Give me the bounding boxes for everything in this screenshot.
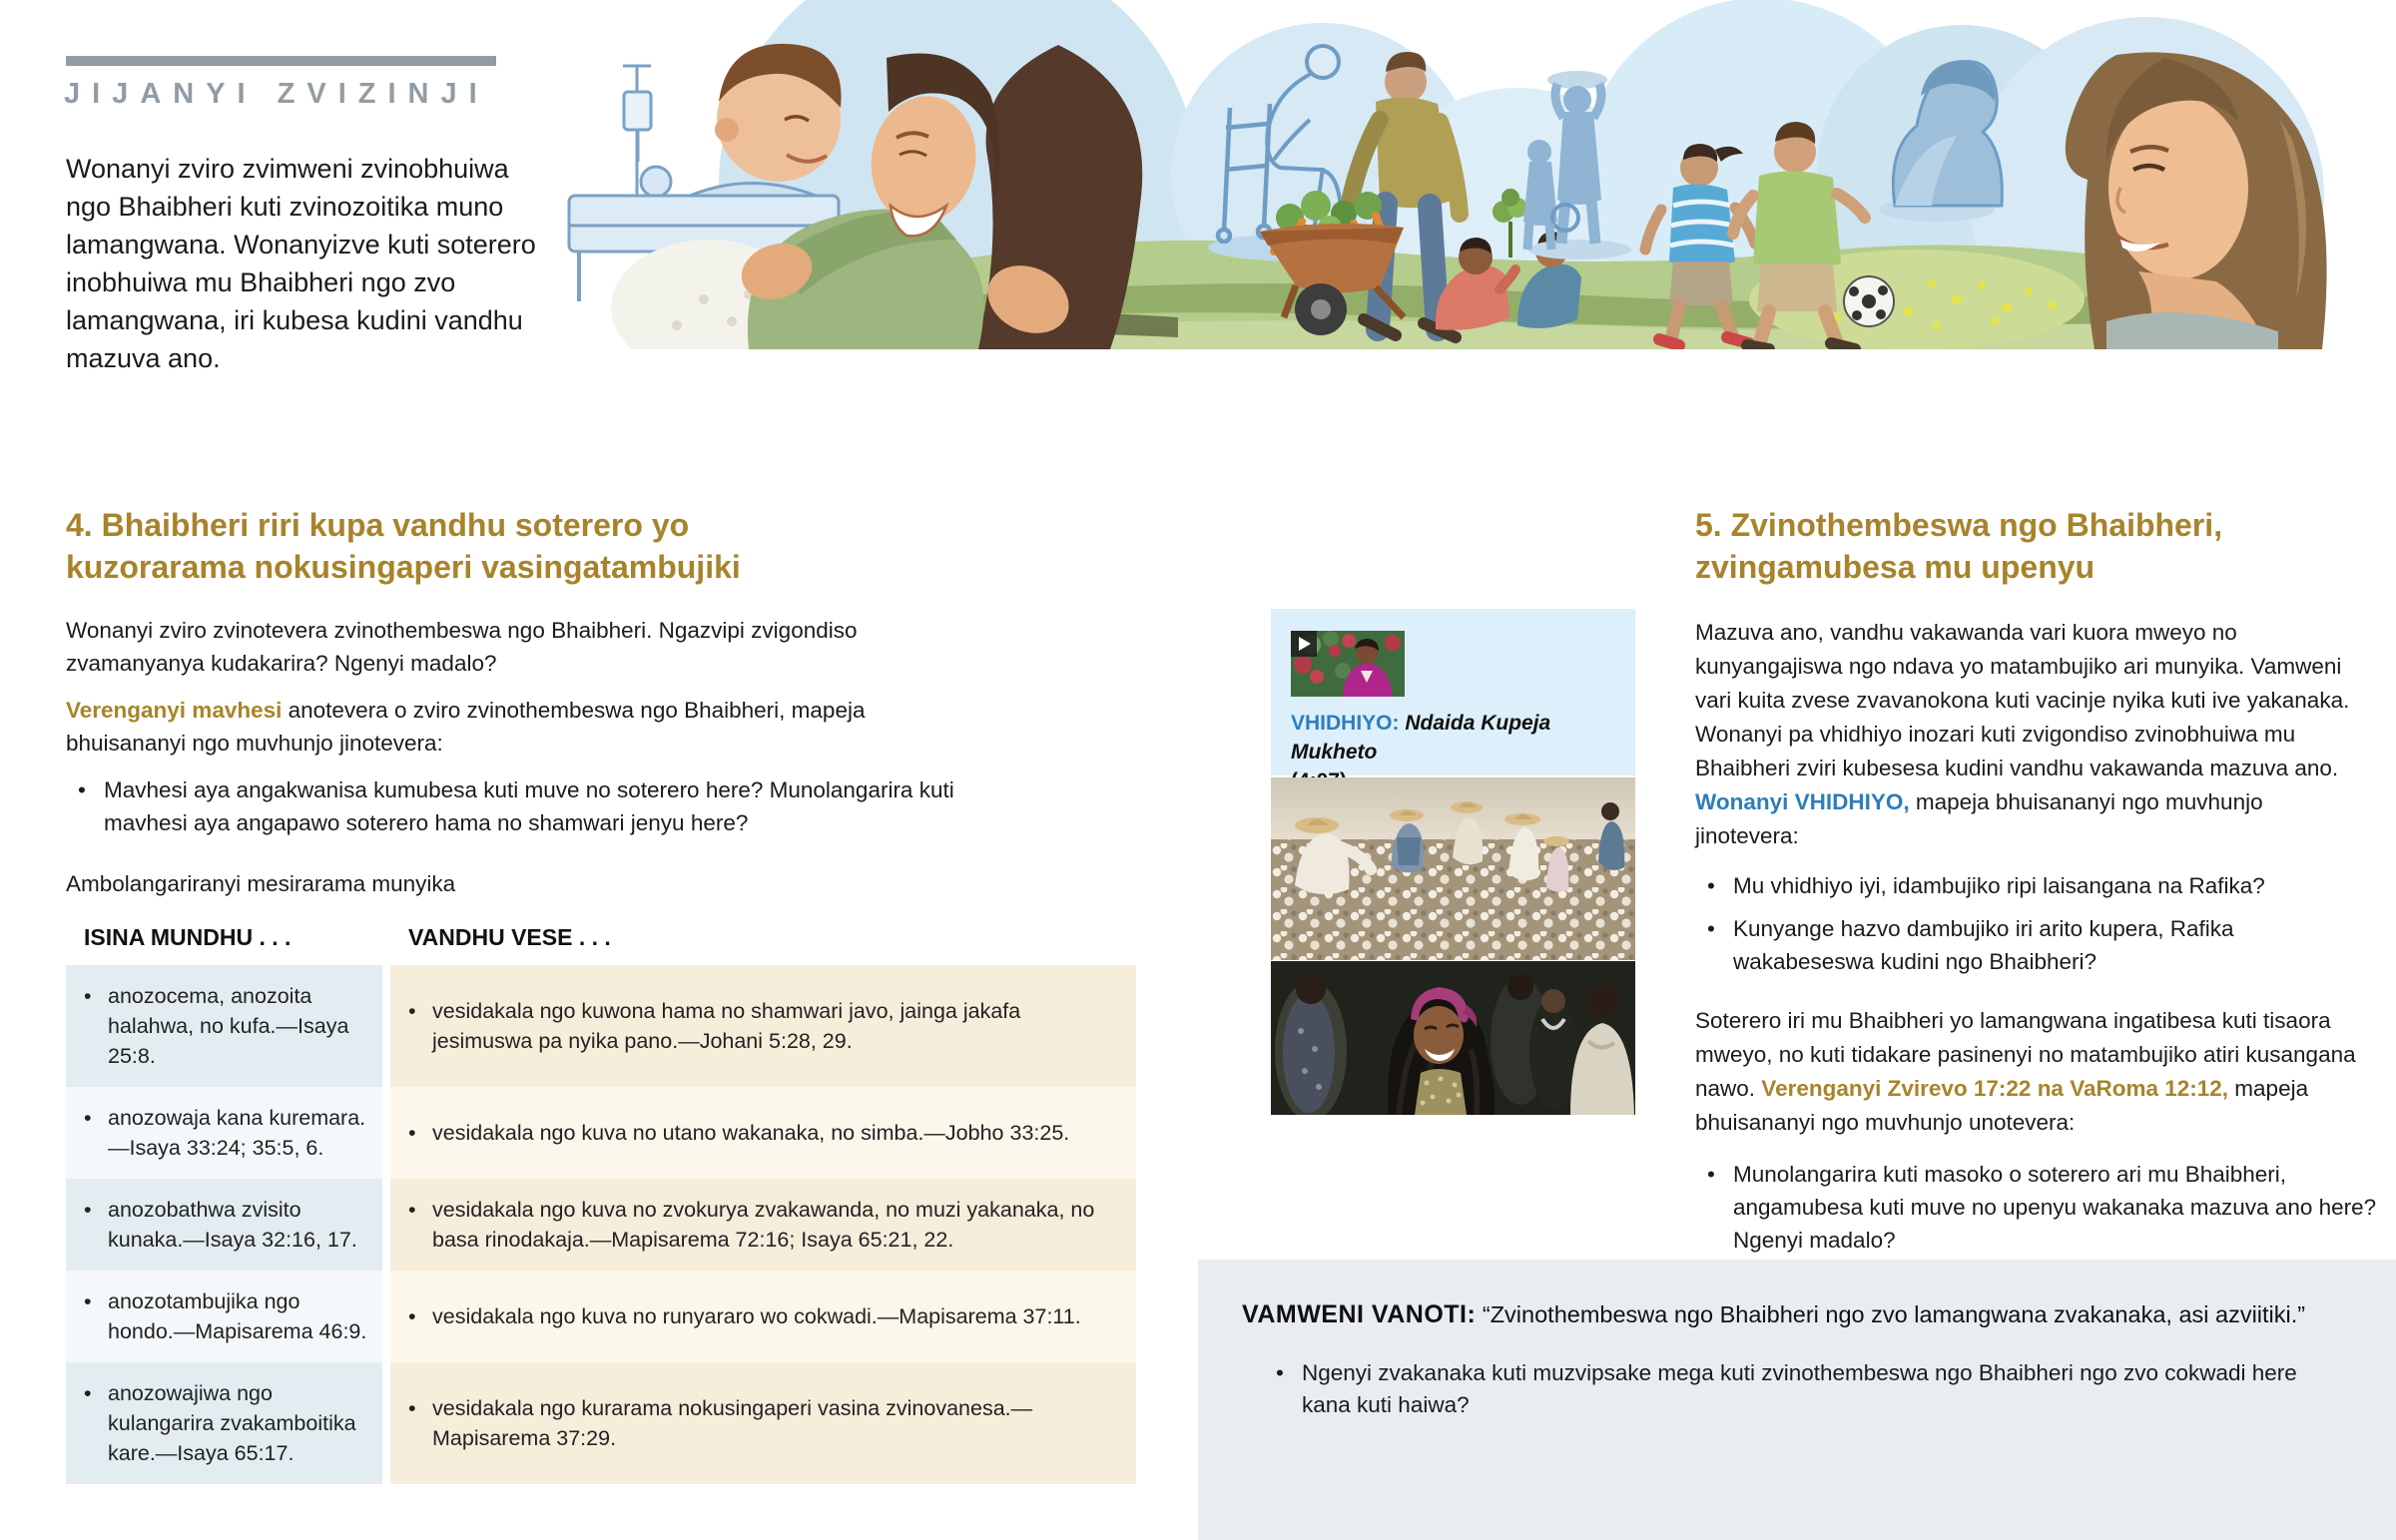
section-5-paragraph-2 <box>1695 1004 2356 1140</box>
table-col2-header: VANDHU VESE . . . <box>408 924 611 950</box>
some-say-quote <box>1242 1297 2320 1331</box>
some-say-box <box>1198 1260 2396 1540</box>
video-label[interactable]: VHIDHIYO: <box>1291 712 1400 735</box>
table-cell: • anozotambujika ngo hondo.—Mapisarema 46:9. <box>84 1286 370 1346</box>
media-column <box>1271 609 1635 1118</box>
intro-paragraph: Wonanyi zviro zvimweni zvinobhuiwa ngo Bhaibheri kuti zvinozoitika muno lamangwana. Wonanyizve kuti soterero inobhuiwa mu Bhaibheri ngo zvo lamangwana, iri kubesa kudini vandhu mazuva ano. <box>66 154 536 373</box>
some-say-text: “Zvinothembeswa ngo Bhaibheri ngo zvo lamangwana zvakanaka, asi azviitiki.” <box>1476 1301 2306 1327</box>
table-cell: • vesidakala ngo kuwona hama no shamwari javo, jainga jakafa jesimuswa pa nyika pano.—Johani 5:28, 29. <box>408 996 1124 1056</box>
kicker-heading: JIJANYI ZVIZINJI <box>64 78 489 110</box>
table-header-row <box>66 924 1130 951</box>
section-5-bullet-2: • Kunyange hazvo dambujiko iri arito kupera, Rafika wakabeseswa kudini ngo Bhaibheri? <box>1695 912 2372 978</box>
section-5-bullet-3: • Munolangarira kuti masoko o soterero ari mu Bhaibheri, angamubesa kuti muve no upenyu wakanaka mazuva ano here? Ngenyi madalo? <box>1695 1158 2382 1257</box>
video-title: Ndaida Kupeja Mukheto <box>1291 712 1551 764</box>
watch-video-link[interactable]: Wonanyi VHIDHIYO, <box>1695 789 1910 814</box>
table-cell: • vesidakala ngo kurarama nokusingaperi vasina zvinovanesa.—Mapisarema 37:29. <box>408 1393 1124 1453</box>
table-cell: • anozobathwa zvisito kunaka.—Isaya 32:16, 17. <box>84 1195 370 1255</box>
table-cell: • anozocema, anozoita halahwa, no kufa.—Isaya 25:8. <box>84 981 370 1071</box>
paragraph-text: mapeja bhuisananyi ngo muvhunjo unotevera: <box>1695 1076 2309 1135</box>
paragraph-text: mapeja bhuisananyi ngo muvhunjo jinotevera: <box>1695 789 2263 848</box>
table-row <box>66 1362 1130 1484</box>
table-col1-header: ISINA MUNDHU . . . <box>84 924 292 950</box>
table-cell: • vesidakala ngo kuva no zvokurya zvakawanda, no muzi yakanaka, no basa rinodakaja.—Mapisarema 72:16; Isaya 65:21, 22. <box>408 1195 1124 1255</box>
table-intro: Ambolangariranyi mesirarama munyika <box>66 871 456 896</box>
play-icon[interactable] <box>1291 631 1317 657</box>
table-row <box>66 1271 1130 1362</box>
table-cell: • anozowaja kana kuremara.—Isaya 33:24; 35:5, 6. <box>84 1103 370 1163</box>
section-5-bullet-1: • Mu vhidhiyo iyi, idambujiko ripi laisangana na Rafika? <box>1695 869 2372 902</box>
cotton-field-photo <box>1271 777 1635 960</box>
section-5 <box>1695 504 2377 1257</box>
section-4-paragraph-2 <box>66 694 924 760</box>
section-5-heading: 5. Zvinothembeswa ngo Bhaibheri, zvingamubesa mu upenyu <box>1695 507 2223 585</box>
section-5-bullets <box>1695 869 2356 978</box>
table-row <box>66 1179 1130 1271</box>
section-5-paragraph-1 <box>1695 616 2356 853</box>
table-cell: • vesidakala ngo kuva no utano wakanaka, no simba.—Jobho 33:25. <box>408 1118 1069 1148</box>
some-say-bullet: • Ngenyi zvakanaka kuti muzvipsake mega kuti zvinothembeswa ngo Bhaibheri ngo zvo cokwadi here kana kuti haiwa? <box>1264 1357 2310 1421</box>
video-thumbnail[interactable] <box>1291 631 1405 697</box>
section-4-paragraph-1: Wonanyi zviro zvinotevera zvinothembeswa ngo Bhaibheri. Ngazvipi zvigondiso zvamanyanya kudakarira? Ngenyi madalo? <box>66 618 858 676</box>
table-row <box>66 965 1130 1087</box>
read-verses-lead: Verenganyi mavhesi <box>66 698 283 723</box>
section-4 <box>66 504 1130 1484</box>
section-4-heading: 4. Bhaibheri riri kupa vandhu soterero yo kuzorarama nokusingaperi vasingatambujiki <box>66 507 741 585</box>
comparison-table <box>66 924 1130 1484</box>
section-4-bullet: • Mavhesi aya angakwanisa kumubesa kuti muve no soterero here? Munolangarira kuti mavhesi aya angapawo soterero hama no shamwari jenyu here? <box>66 773 1002 839</box>
table-row <box>66 1087 1130 1179</box>
some-say-label: VAMWENI VANOTI: <box>1242 1300 1477 1328</box>
soccer-ball <box>1844 276 1894 326</box>
read-verses-rest: anotevera o zviro zvinothembeswa ngo Bhaibheri, mapeja bhuisananyi ngo muvhunjo jinotevera: <box>66 698 866 756</box>
hero-illustration <box>419 0 2376 349</box>
scripture-link[interactable]: Verenganyi Zvirevo 17:22 na VaRoma 12:12, <box>1761 1076 2229 1101</box>
celebration-woman-photo <box>1271 961 1635 1115</box>
table-cell: • anozowajiwa ngo kulangarira zvakamboitika kare.—Isaya 65:17. <box>84 1378 370 1468</box>
video-box <box>1271 609 1635 775</box>
paragraph-text: Mazuva ano, vandhu vakawanda vari kuora mweyo no kunyangajiswa ngo ndava yo matambujiko ari munyika. Vamweni vari kuita zvese zvavanokona kuti vacinje nyika kuti ive yakanaka. Wonanyi pa vhidhiyo inozari kuti zvigondiso zvinobhuiwa mu Bhaibheri zviri kubesesa kudini vandhu vakawanda mazuva ano. <box>1695 620 2350 780</box>
table-cell: • vesidakala ngo kuva no runyararo wo cokwadi.—Mapisarema 37:11. <box>408 1301 1081 1331</box>
paragraph-text: Soterero iri mu Bhaibheri yo lamangwana ingatibesa kuti tisaora mweyo, no kuti tidakare pasinenyi no matambujiko atiri kusangana nawo. <box>1695 1008 2356 1101</box>
